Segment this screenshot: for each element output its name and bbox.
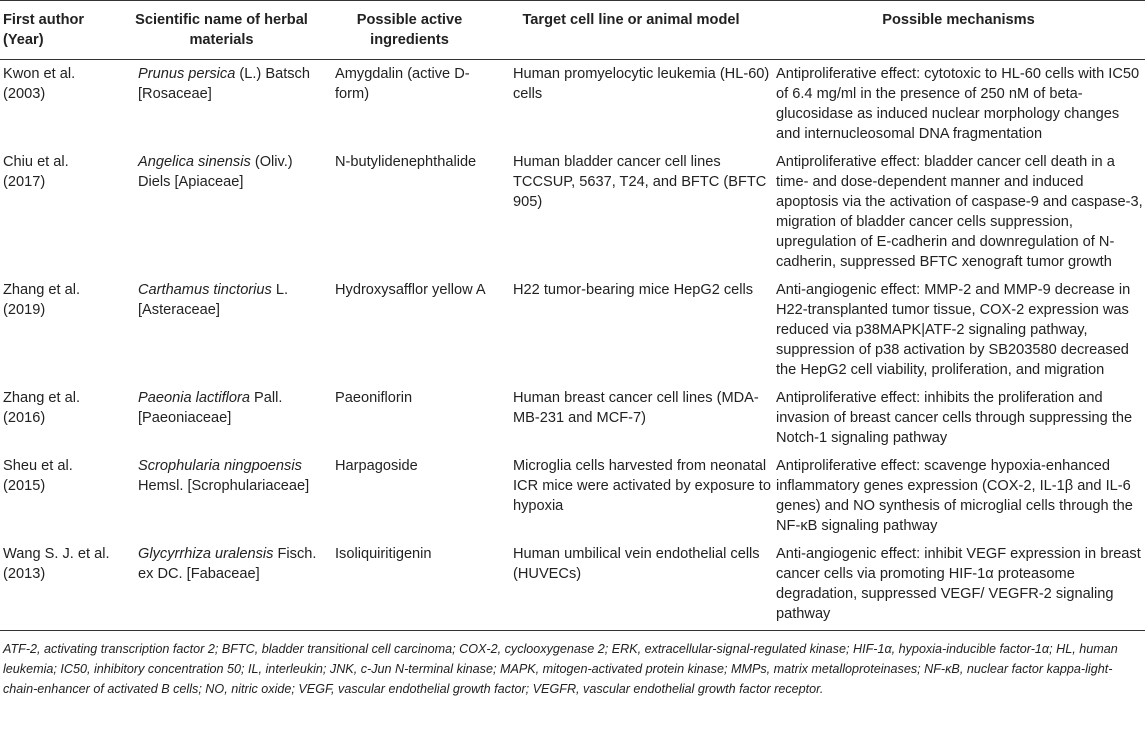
- author-cell: Chiu et al. (2017): [3, 154, 69, 190]
- herbal-cell: [114, 276, 329, 384]
- scientific-name: Carthamus tinctorius: [138, 282, 272, 298]
- table-footnote: ATF-2, activating transcription factor 2; BFTC, bladder transitional cell carcinoma; COX-2, cyclooxygenase 2; ERK, extracellular-signal-regulated kinase; HIF-1α, hypoxia-inducible factor-1α; HL, human leukemia; IC50, inhibitory concentration 50; IL, interleukin; JNK, c-Jun N-terminal kinase; MAPK, mitogen-activated protein kinase; MMPs, matrix metalloproteinases; NF-κB, nuclear factor kappa-light-chain-enhancer of activated B cells; NO, nitric oxide; VEGF, vascular endothelial growth factor; VEGFR, vascular endothelial growth factor receptor.: [3, 642, 1118, 696]
- target-cell: Microglia cells harvested from neonatal ICR mice were activated by exposure to hypoxia: [513, 458, 771, 514]
- header-target: Target cell line or animal model: [490, 1, 772, 60]
- author-cell: Zhang et al. (2019): [3, 282, 81, 318]
- scientific-name: Glycyrrhiza uralensis: [138, 546, 274, 562]
- table-body: [0, 60, 1145, 631]
- header-mechanisms: Possible mechanisms: [772, 1, 1145, 60]
- scientific-name: Prunus persica: [138, 66, 236, 82]
- herbal-cell: [114, 452, 329, 540]
- author-cell: Zhang et al. (2016): [3, 390, 81, 426]
- scientific-name-rest: Pall. [Paeoniaceae]: [138, 390, 283, 426]
- target-cell: Human umbilical vein endothelial cells (HUVECs): [490, 540, 772, 631]
- scientific-name: Angelica sinensis: [138, 154, 251, 170]
- table-row: [0, 452, 1145, 540]
- header-herbal: Scientific name of herbal materials: [114, 1, 329, 60]
- ingredient-cell: Isoliquiritigenin: [329, 540, 490, 631]
- scientific-name-rest: Hemsl. [Scrophulariaceae]: [138, 478, 310, 494]
- table-row: [0, 276, 1145, 384]
- herbal-cell: [114, 148, 329, 276]
- author-cell: Kwon et al. (2003): [3, 66, 76, 102]
- header-ingredients: Possible active ingredients: [329, 1, 490, 60]
- table-row: [0, 60, 1145, 149]
- scientific-name-rest: Fisch. ex DC. [Fabaceae]: [138, 546, 317, 582]
- scientific-name: Paeonia lactiflora: [138, 390, 250, 406]
- author-cell: Sheu et al. (2015): [3, 458, 73, 494]
- herbal-cell: [114, 384, 329, 452]
- mechanism-cell: Antiproliferative effect: bladder cancer cell death in a time- and dose-dependent manner and induced apoptosis via the activation of caspase-9 and caspase-3, migration of bladder cancer cells suppression, upregulation of E-cadherin and downregulation of N-cadherin, suppressed BFTC xenograft tumor growth: [776, 154, 1143, 270]
- mechanism-cell: Anti-angiogenic effect: MMP-2 and MMP-9 decrease in H22-transplanted tumor tissue, COX-2 expression was reduced via p38MAPK|ATF-2 signaling pathway, suppression of p38 activation by SB203580 decreased the HepG2 cell viability, proliferation, and migration: [776, 282, 1131, 378]
- ingredient-cell: Paeoniflorin: [335, 390, 413, 406]
- mechanism-cell: Antiproliferative effect: inhibits the proliferation and invasion of breast cancer cells through suppressing the Notch-1 signaling pathway: [776, 390, 1133, 446]
- herbal-cell: [114, 60, 329, 149]
- ingredient-cell: Harpagoside: [335, 458, 418, 474]
- mechanism-cell: Anti-angiogenic effect: inhibit VEGF expression in breast cancer cells via promoting HIF-1α proteasome degradation, suppressed VEGF/ VEGFR-2 signaling pathway: [772, 540, 1145, 631]
- target-cell: Human breast cancer cell lines (MDA-MB-231 and MCF-7): [513, 390, 759, 426]
- table-row: [0, 148, 1145, 276]
- scientific-name: Scrophularia ningpoensis: [138, 458, 302, 474]
- herbal-cell: [114, 540, 329, 631]
- ingredient-cell: N-butylidenephthalide: [335, 154, 477, 170]
- target-cell: H22 tumor-bearing mice HepG2 cells: [513, 282, 754, 298]
- target-cell: Human bladder cancer cell lines TCCSUP, 5637, T24, and BFTC (BFTC 905): [513, 154, 767, 210]
- author-cell: Wang S. J. et al. (2013): [0, 540, 114, 631]
- header-row: [0, 1, 1145, 60]
- mechanism-cell: Antiproliferative effect: cytotoxic to HL-60 cells with IC50 of 6.4 mg/ml in the presence of 250 nM of beta-glucosidase as induced nuclear morphology changes and internucleosomal DNA fragmentation: [776, 66, 1140, 142]
- table-row: [0, 384, 1145, 452]
- scientific-name-rest: (L.) Batsch [Rosaceae]: [138, 66, 310, 102]
- target-cell: Human promyelocytic leukemia (HL-60) cells: [513, 66, 770, 102]
- ingredient-cell: Amygdalin (active D-form): [335, 66, 470, 102]
- table-row: [0, 540, 1145, 631]
- scientific-name-rest: (Oliv.) Diels [Apiaceae]: [138, 154, 293, 190]
- mechanism-cell: Antiproliferative effect: scavenge hypoxia-enhanced inflammatory genes expression (COX-2, IL-1β and IL-6 genes) and NO synthesis of microglial cells through the NF-κB signaling pathway: [776, 458, 1133, 534]
- scientific-name-rest: L. [Asteraceae]: [138, 282, 289, 318]
- table-header: [0, 1, 1145, 60]
- header-author: First author (Year): [0, 1, 114, 60]
- ingredient-cell: Hydroxysafflor yellow A: [335, 282, 486, 298]
